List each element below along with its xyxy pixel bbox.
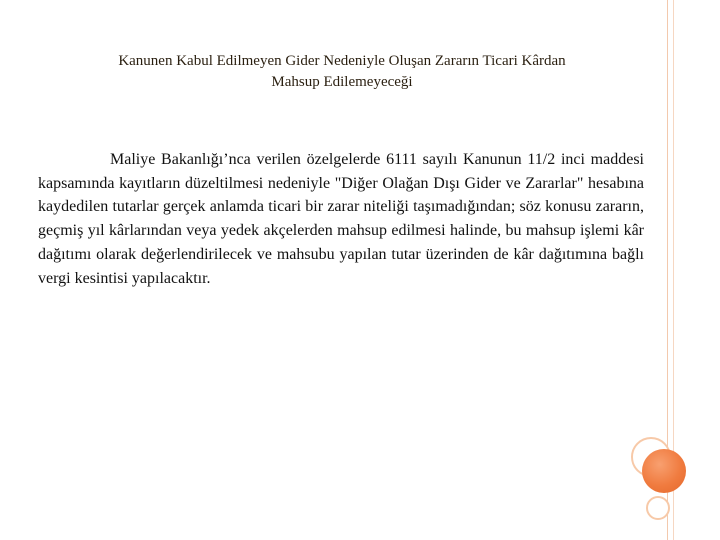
slide-title-line-1: Kanunen Kabul Edilmeyen Gider Nedeniyle Oluşan Zararın Ticari Kârdan	[118, 53, 566, 69]
decorative-circle-filled	[642, 449, 686, 493]
slide-body-paragraph: Maliye Bakanlığı’nca verilen özelgelerde 6111 sayılı Kanunun 11/2 inci maddesi kapsamında kayıtların düzeltilmesi nedeniyle "Diğer Olağan Dışı Gider ve Zararlar" hesabına kaydedilen tutarlar gerçek anlamda ticari bir zarar niteliği taşımadığından; söz konusu zararın, geçmiş yıl kârlarından veya yedek akçelerden mahsup edilmesi halinde, bu mahsup işlemi kâr dağıtımı olarak değerlendirilecek ve mahsubu yapılan tutar üzerinden de kâr dağıtımına bağlı vergi kesintisi yapılacaktır.	[38, 151, 644, 287]
slide-title	[36, 51, 648, 93]
slide-title-line-2: Mahsup Edilemeyeceği	[271, 74, 413, 90]
decorative-circle-small	[646, 496, 670, 520]
